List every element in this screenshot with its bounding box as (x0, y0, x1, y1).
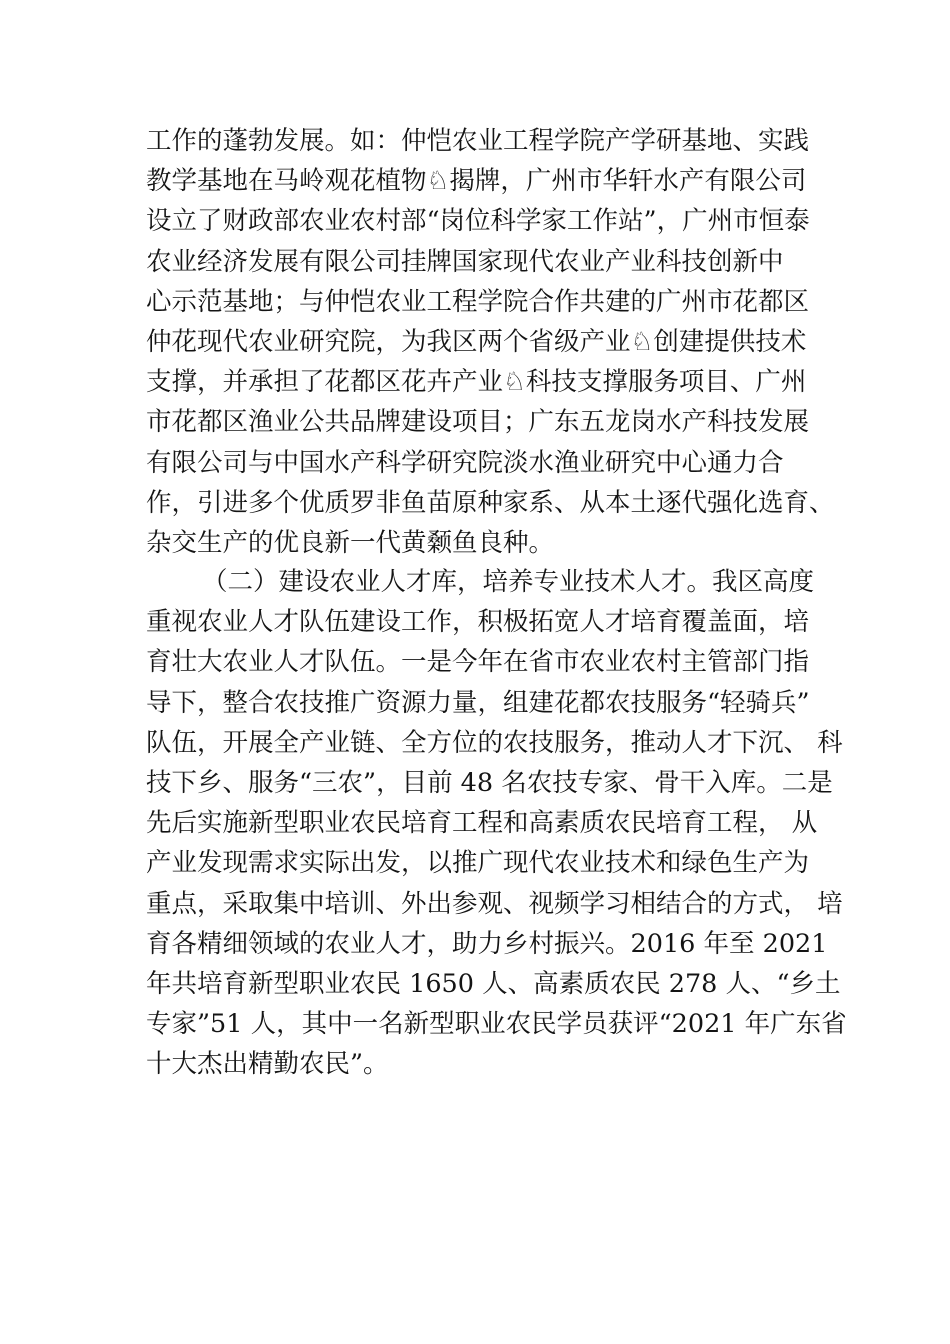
paragraph-line: 队伍，开展全产业链、全方位的农技服务，推动人才下沉、 科 (146, 727, 843, 758)
paragraph-line: 先后实施新型职业农民培育工程和高素质农民培育工程， 从 (146, 808, 818, 839)
paragraph-line: 农业经济发展有限公司挂牌国家现代农业产业科技创新中 (146, 246, 784, 277)
paragraph-line: 产业发现需求实际出发，以推广现代农业技术和绿色生产为 (146, 848, 810, 879)
paragraph-line: 技下乡、服务“三农”，目前 48 名农技专家、骨干入库。二是 (146, 767, 833, 798)
paragraph-line: 支撑，并承担了花都区花卉产业♘科技支撑服务项目、广州 (146, 367, 807, 398)
paragraph-line: 教学基地在马岭观花植物♘揭牌，广州市华轩水产有限公司 (146, 166, 807, 197)
paragraph-line: 心示范基地；与仲恺农业工程学院合作共建的广州市花都区 (146, 286, 810, 317)
paragraph-line: 导下，整合农技推广资源力量，组建花都农技服务“轻骑兵” (146, 687, 810, 718)
paragraph-1 (146, 121, 835, 563)
paragraph-line: 专家”51 人，其中一名新型职业农民学员获评“2021 年广东省 (146, 1009, 847, 1040)
paragraph-line: 仲花现代农业研究院，为我区两个省级产业♘创建提供技术 (146, 326, 807, 357)
paragraph-2 (146, 562, 847, 1084)
paragraph-line: 杂交生产的优良新一代黄颡鱼良种。 (146, 527, 555, 558)
paragraph-line: 作，引进多个优质罗非鱼苗原种家系、从本土逐代强化选育、 (146, 487, 835, 518)
paragraph-line: 市花都区渔业公共品牌建设项目；广东五龙岗水产科技发展 (146, 407, 810, 438)
paragraph-line: 重点，采取集中培训、外出参观、视频学习相结合的方式， 培 (146, 888, 843, 919)
paragraph-line: 育各精细领域的农业人才，助力乡村振兴。2016 年至 2021 (146, 928, 828, 959)
paragraph-line: 年共培育新型职业农民 1650 人、高素质农民 278 人、“乡土 (146, 968, 841, 999)
paragraph-line: 育壮大农业人才队伍。一是今年在省市农业农村主管部门指 (146, 647, 810, 678)
paragraph-line: 有限公司与中国水产科学研究院淡水渔业研究中心通力合 (146, 447, 784, 478)
paragraph-line: 设立了财政部农业农村部“岗位科学家工作站”，广州市恒泰 (146, 206, 810, 237)
section-heading-line: （二）建设农业人才库，培养专业技术人才。我区高度 (202, 567, 815, 597)
paragraph-line: 十大杰出精勤农民”。 (146, 1049, 389, 1080)
paragraph-line: 重视农业人才队伍建设工作，积极拓宽人才培育覆盖面，培 (146, 607, 810, 638)
paragraph-line: 工作的蓬勃发展。如：仲恺农业工程学院产学研基地、实践 (146, 126, 810, 156)
